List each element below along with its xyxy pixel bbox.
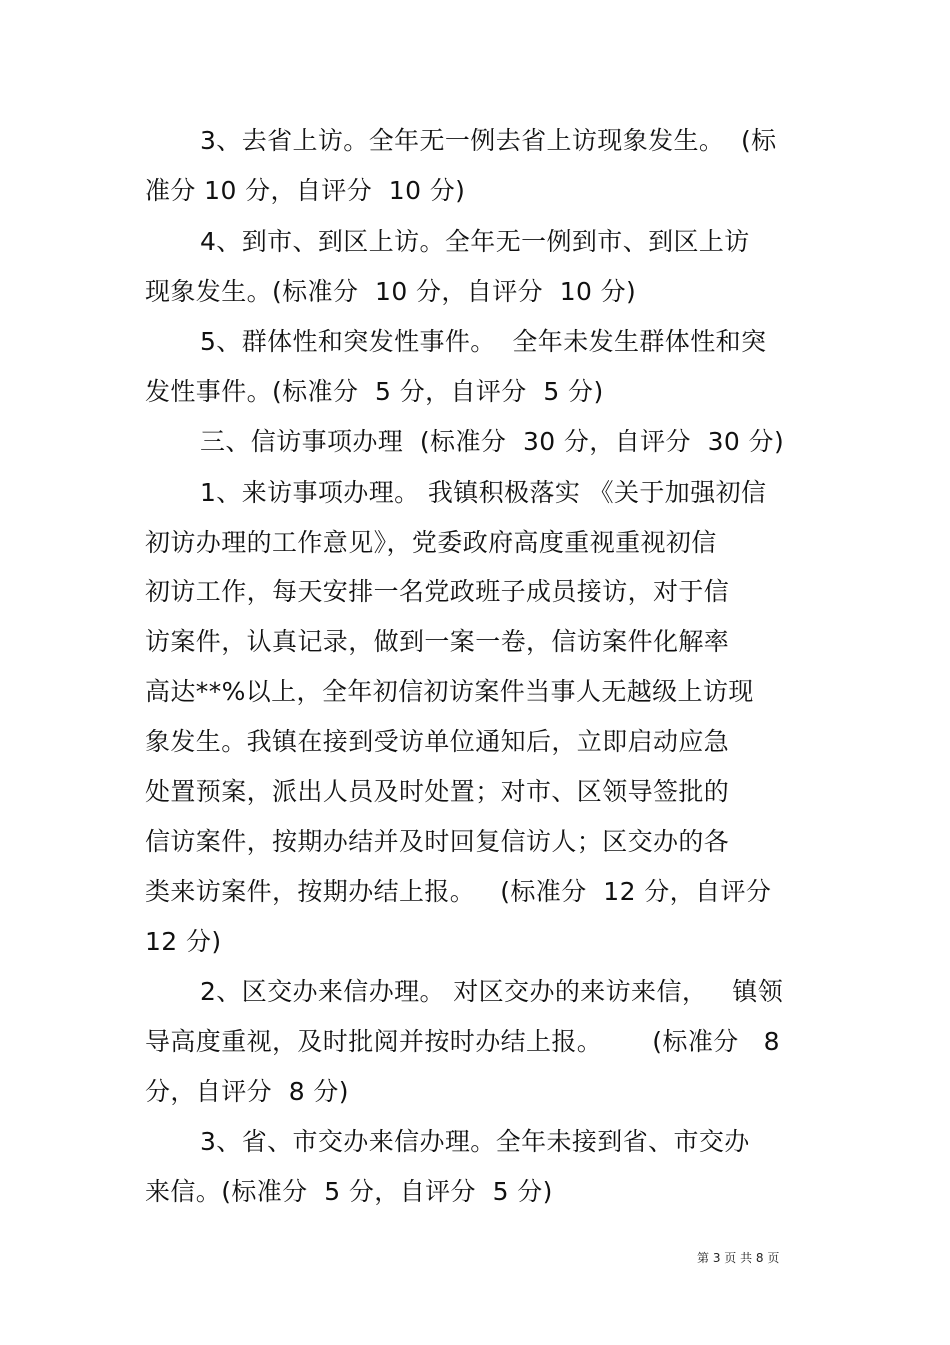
paragraph-visits-line-10: 12 分) (145, 927, 222, 956)
paragraph-2-line-1: 4、到市、到区上访。全年无一例到市、到区上访 (200, 227, 750, 256)
section-heading: 三、信访事项办理 (标准分 30 分，自评分 30 分) (200, 427, 785, 456)
paragraph-province-letters-line-1: 3、省、市交办来信办理。全年未接到省、市交办 (200, 1127, 750, 1156)
paragraph-visits-line-3: 初访工作，每天安排一名党政班子成员接访，对于信 (145, 577, 730, 606)
paragraph-district-letters-line-2: 导高度重视，及时批阅并按时办结上报。 (标准分 8 (145, 1027, 780, 1056)
page-number-footer: 第 3 页 共 8 页 (697, 1251, 780, 1265)
paragraph-1-line-2: 准分 10 分，自评分 10 分) (145, 176, 466, 205)
paragraph-province-letters-line-2: 来信。(标准分 5 分，自评分 5 分) (145, 1177, 553, 1206)
paragraph-visits-line-9: 类来访案件，按期办结上报。 (标准分 12 分，自评分 (145, 877, 772, 906)
paragraph-1-line-1: 3、去省上访。全年无一例去省上访现象发生。 (标 (200, 126, 777, 155)
paragraph-3-line-2: 发性事件。(标准分 5 分，自评分 5 分) (145, 377, 604, 406)
paragraph-visits-line-8: 信访案件，按期办结并及时回复信访人；区交办的各 (145, 827, 730, 856)
paragraph-visits-line-1: 1、来访事项办理。 我镇积极落实 《关于加强初信 (200, 478, 767, 507)
paragraph-3-line-1: 5、群体性和突发性事件。 全年未发生群体性和突 (200, 327, 767, 356)
paragraph-visits-line-2: 初访办理的工作意见》，党委政府高度重视重视初信 (145, 528, 717, 557)
paragraph-2-line-2: 现象发生。(标准分 10 分，自评分 10 分) (145, 277, 637, 306)
paragraph-visits-line-5: 高达**%以上，全年初信初访案件当事人无越级上访现 (145, 677, 754, 706)
paragraph-visits-line-4: 访案件，认真记录，做到一案一卷，信访案件化解率 (145, 627, 730, 656)
paragraph-district-letters-line-1: 2、区交办来信办理。 对区交办的来访来信， 镇领 (200, 977, 784, 1006)
paragraph-visits-line-7: 处置预案，派出人员及时处置；对市、区领导签批的 (145, 777, 730, 806)
paragraph-visits-line-6: 象发生。我镇在接到受访单位通知后，立即启动应急 (145, 727, 730, 756)
paragraph-district-letters-line-3: 分，自评分 8 分) (145, 1077, 349, 1106)
